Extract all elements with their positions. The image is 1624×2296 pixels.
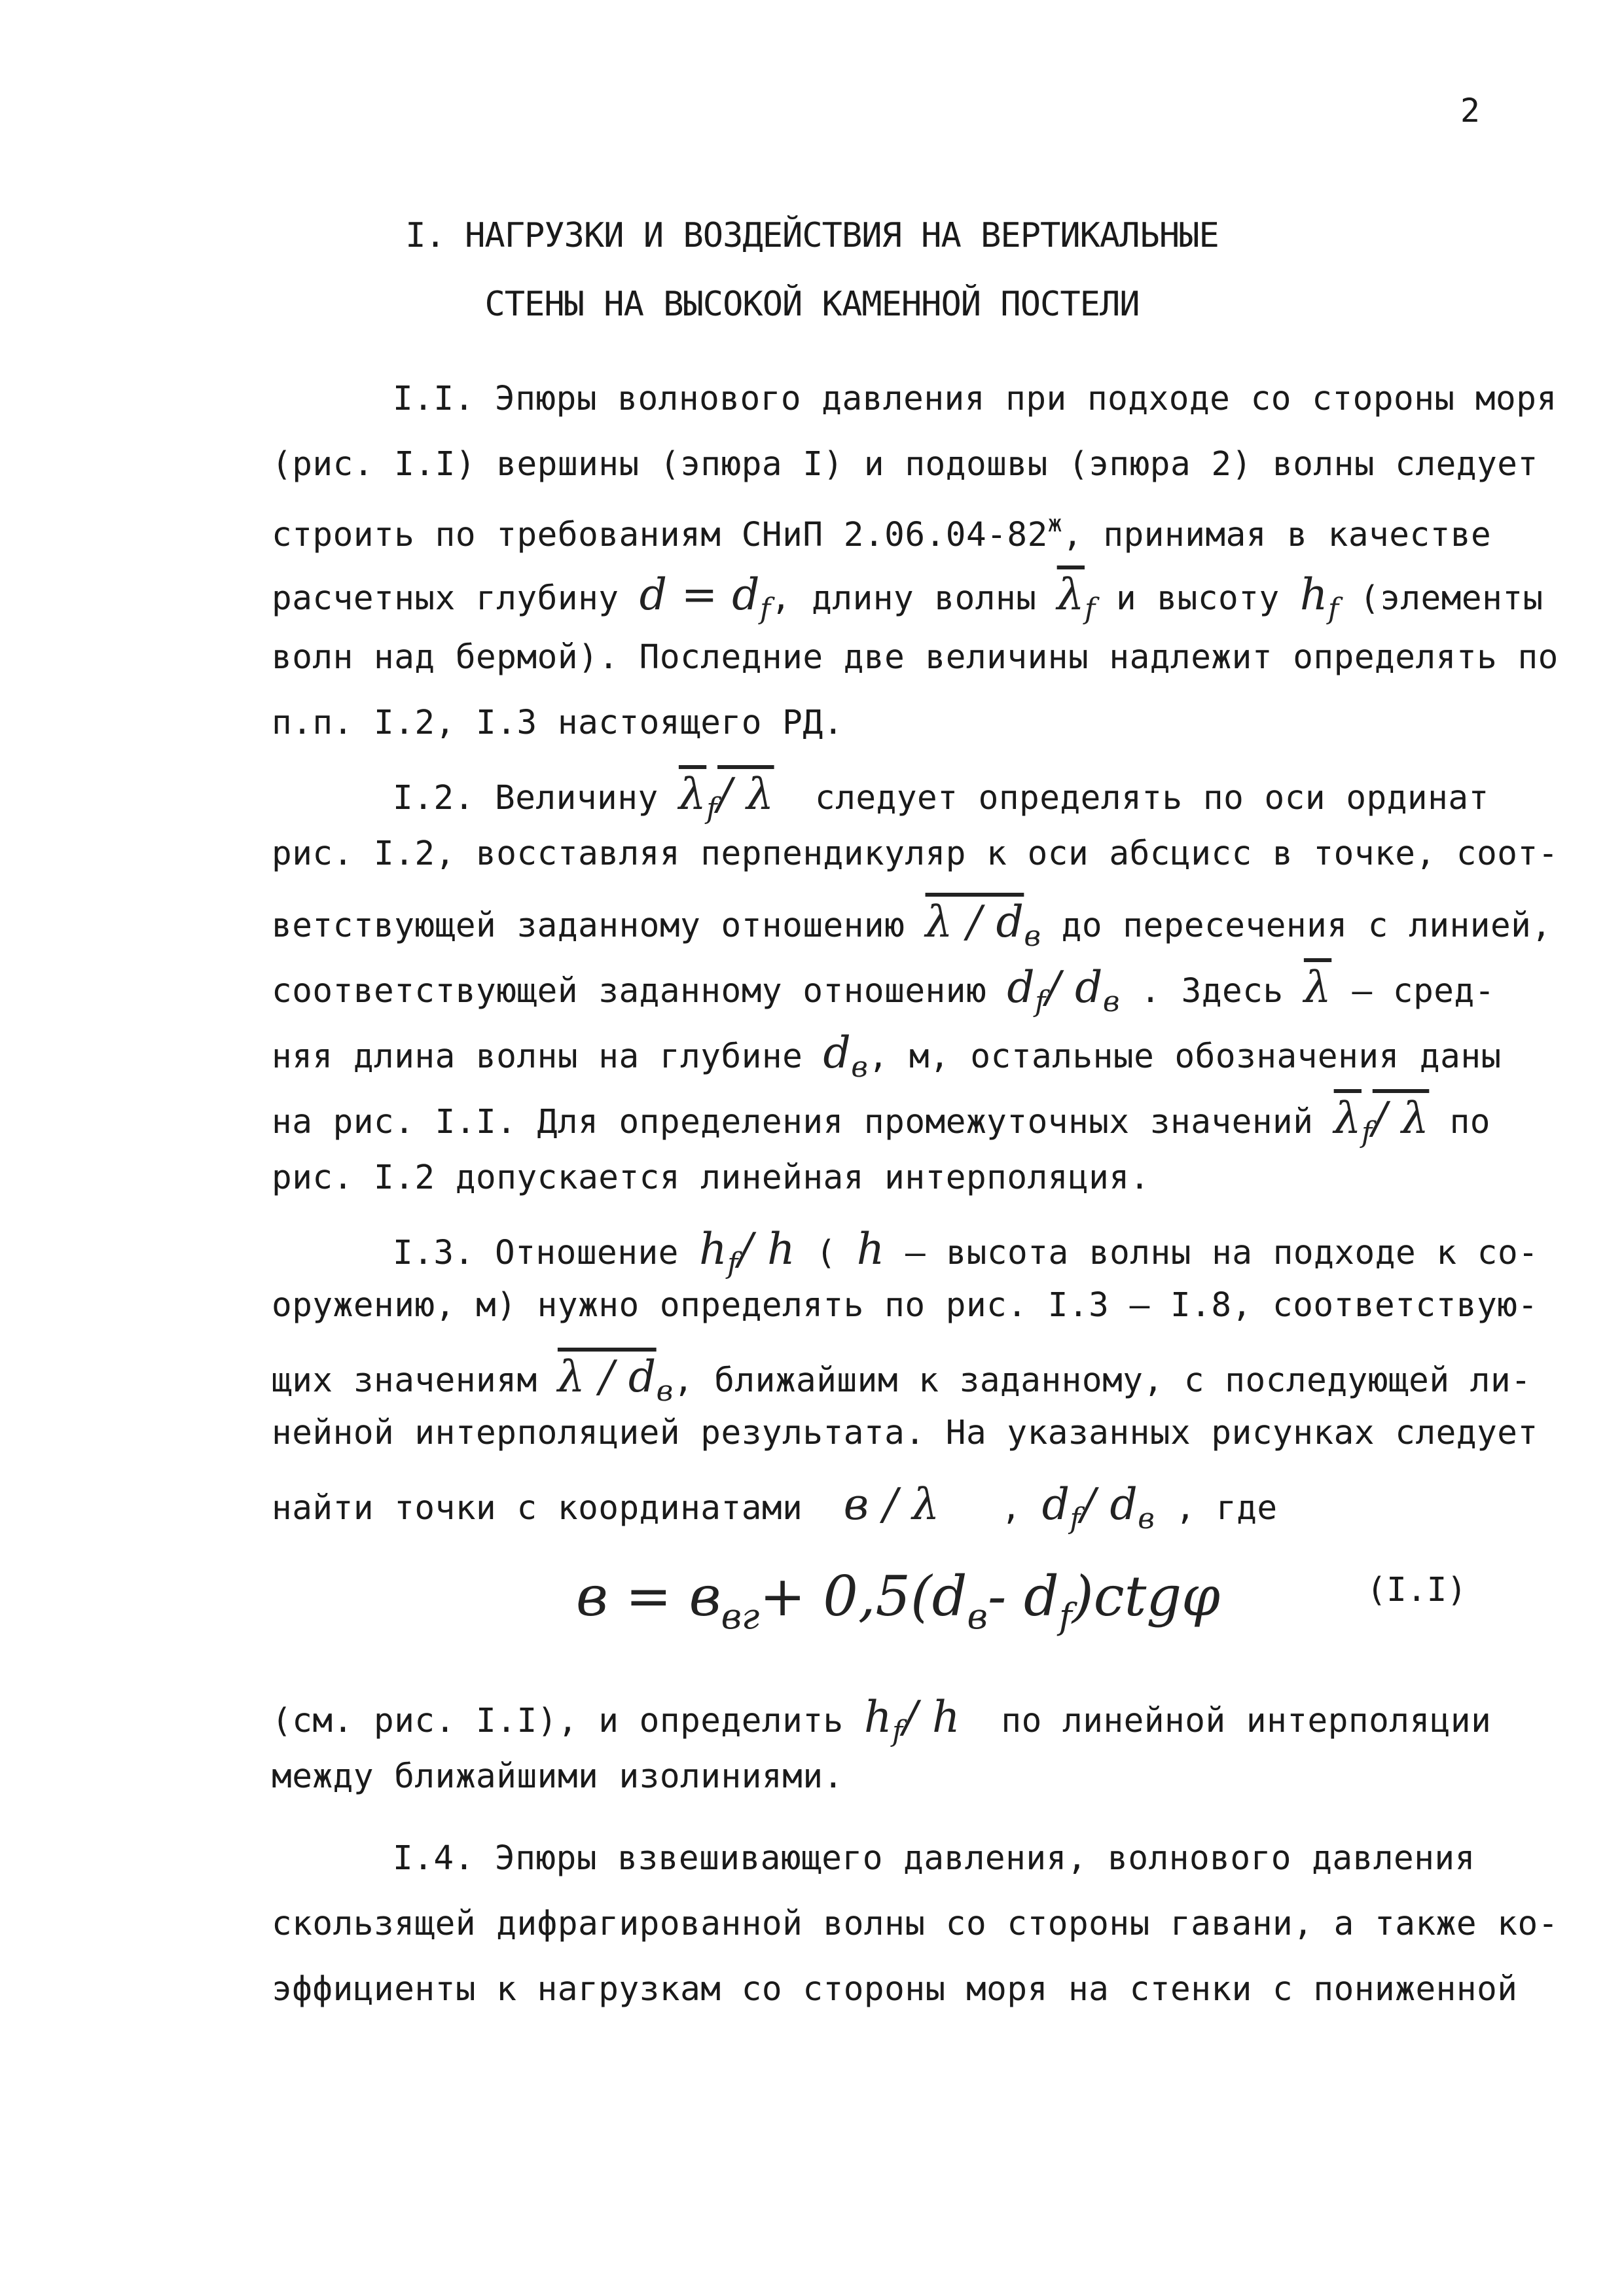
formula-subscript: f bbox=[1362, 1116, 1373, 1149]
paragraph-1-3-line1 bbox=[393, 1224, 1538, 1280]
formula-part: h bbox=[1299, 569, 1328, 620]
paragraph-1-1-line5: волн над бермой). Последние две величины надлежит определять по bbox=[272, 638, 1559, 677]
formula-subscript: в bbox=[1024, 920, 1041, 953]
handwritten-formula bbox=[678, 769, 774, 825]
handwritten-formula bbox=[1041, 1479, 1155, 1535]
text-segment: щих значениям bbox=[272, 1361, 537, 1400]
formula-subscript: f bbox=[1327, 592, 1339, 626]
handwritten-formula bbox=[1304, 962, 1331, 1013]
formula-subscript: f bbox=[1058, 1596, 1072, 1637]
formula-subscript: f bbox=[1035, 985, 1046, 1018]
text-segment: расчетных глубину bbox=[272, 579, 619, 618]
formula-subscript: в bbox=[851, 1050, 869, 1084]
formula-part: / h bbox=[738, 1224, 796, 1274]
paragraph-1-2-line3 bbox=[272, 897, 1552, 953]
formula-part: )ctgφ bbox=[1072, 1564, 1220, 1628]
paragraph-1-1-line1: I.I. Эпюры волнового давления при подходе со стороны моря bbox=[393, 380, 1557, 418]
formula-part: h bbox=[863, 1692, 892, 1742]
formula-part: d = d bbox=[639, 569, 760, 620]
paragraph-1-4-line2: скользящей дифрагированной волны со стороны гавани, а также ко- bbox=[272, 1905, 1559, 1943]
text-segment: , bbox=[1001, 1489, 1022, 1528]
paragraph-1-2-line7: рис. I.2 допускается линейная интерполяция. bbox=[272, 1158, 1150, 1197]
text-segment: , длину волны bbox=[770, 579, 1037, 618]
paragraph-1-1-line6: п.п. I.2, I.3 настоящего РД. bbox=[272, 704, 844, 742]
handwritten-formula bbox=[1299, 569, 1339, 626]
formula-part: в / λ bbox=[843, 1479, 940, 1530]
handwritten-formula bbox=[1056, 569, 1096, 626]
text-segment: до пересечения с линией, bbox=[1061, 906, 1552, 945]
text-segment: ( bbox=[816, 1234, 837, 1272]
handwritten-formula bbox=[699, 1224, 796, 1280]
formula-part: d bbox=[1007, 962, 1036, 1013]
paragraph-1-3-line5 bbox=[272, 1479, 1278, 1535]
paragraph-1-1-line4 bbox=[272, 569, 1543, 626]
paragraph-1-3-line7: между ближайшими изолиниями. bbox=[272, 1757, 844, 1796]
text-segment: – сред- bbox=[1352, 972, 1495, 1011]
paragraph-1-1-line3 bbox=[272, 511, 1491, 554]
superscript: ж bbox=[1047, 511, 1062, 537]
handwritten-formula bbox=[857, 1224, 885, 1274]
paragraph-1-3-line6 bbox=[272, 1692, 1491, 1748]
formula-part: / h bbox=[903, 1692, 960, 1742]
equation-number: (I.I) bbox=[1366, 1571, 1467, 1609]
formula-part: d bbox=[823, 1028, 852, 1078]
handwritten-formula bbox=[639, 569, 771, 626]
paragraph-1-4-line1: I.4. Эпюры взвешивающего давления, волнового давления bbox=[393, 1839, 1475, 1878]
formula-subscript: вг bbox=[721, 1596, 760, 1637]
formula-part: $\overline{\lambda}$ bbox=[1333, 1093, 1362, 1143]
text-segment: соответствующей заданному отношению bbox=[272, 972, 987, 1011]
handwritten-formula bbox=[557, 1352, 674, 1408]
formula-part: h bbox=[856, 1224, 885, 1274]
text-segment: , принимая в качестве bbox=[1062, 516, 1492, 554]
paragraph-1-3-line2: оружению, м) нужно определять по рис. I.3 – I.8, соответствую- bbox=[272, 1286, 1538, 1325]
formula-part: - d bbox=[987, 1564, 1059, 1628]
handwritten-formula bbox=[1333, 1093, 1430, 1149]
text-segment: (см. рис. I.I), и определить bbox=[272, 1702, 844, 1740]
formula-1-1 bbox=[576, 1564, 1220, 1637]
formula-subscript: в bbox=[1138, 1502, 1155, 1535]
formula-part: / d bbox=[1081, 1479, 1138, 1530]
formula-part: $\overline{\lambda}$ bbox=[678, 769, 707, 819]
formula-part: / λ bbox=[1372, 1093, 1430, 1143]
formula-part: / λ bbox=[717, 769, 774, 819]
handwritten-formula bbox=[1007, 962, 1121, 1018]
handwritten-formula bbox=[863, 1692, 960, 1748]
text-segment: (элементы bbox=[1359, 579, 1543, 618]
paragraph-1-4-line3: эффициенты к нагрузкам со стороны моря на стенки с пониженной bbox=[272, 1970, 1518, 2009]
paragraph-1-2-line1 bbox=[393, 769, 1489, 825]
handwritten-formula bbox=[925, 897, 1041, 953]
text-segment: – высота волны на подходе к со- bbox=[905, 1234, 1539, 1272]
paragraph-1-3-line3 bbox=[272, 1352, 1531, 1408]
formula-part: λ / d bbox=[557, 1352, 657, 1402]
formula-subscript: f bbox=[706, 792, 718, 825]
paragraph-1-2-line5 bbox=[272, 1028, 1502, 1084]
formula-part: h bbox=[699, 1224, 728, 1274]
text-segment: , где bbox=[1175, 1489, 1278, 1528]
paragraph-1-1-line2: (рис. I.I) вершины (эпюра I) и подошвы (эпюра 2) волны следует bbox=[272, 445, 1538, 484]
formula-subscript: f bbox=[759, 592, 771, 626]
handwritten-formula bbox=[823, 1028, 869, 1084]
text-segment: . Здесь bbox=[1140, 972, 1284, 1011]
formula-subscript: в bbox=[967, 1596, 988, 1637]
formula-part: λ / d bbox=[925, 897, 1024, 947]
text-segment: найти точки с координатами bbox=[272, 1489, 803, 1528]
paragraph-1-2-line2: рис. I.2, восставляя перпендикуляр к оси абсцисс в точке, соот- bbox=[272, 834, 1559, 873]
formula-part: в = в bbox=[576, 1564, 721, 1628]
formula-part: $\overline{\lambda}$ bbox=[1056, 569, 1085, 620]
page-number: 2 bbox=[1460, 92, 1480, 130]
formula-part: + 0,5(d bbox=[759, 1564, 967, 1628]
formula-subscript: f bbox=[727, 1247, 738, 1280]
text-segment: и высоту bbox=[1116, 579, 1280, 618]
text-segment: няя длина волны на глубине bbox=[272, 1037, 803, 1076]
formula-subscript: f bbox=[1085, 592, 1096, 626]
formula-subscript: в bbox=[1102, 985, 1121, 1018]
formula-part: d bbox=[1041, 1479, 1070, 1530]
text-segment: ветствующей заданному отношению bbox=[272, 906, 905, 945]
formula-part: / d bbox=[1045, 962, 1103, 1013]
text-segment: , ближайшим к заданному, с последующей ли- bbox=[673, 1361, 1532, 1400]
text-segment: по линейной интерполяции bbox=[1001, 1702, 1492, 1740]
text-segment: на рис. I.I. Для определения промежуточных значений bbox=[272, 1103, 1314, 1141]
text-segment: , м, остальные обозначения даны bbox=[868, 1037, 1502, 1076]
section-heading-line1: I. НАГРУЗКИ И ВОЗДЕЙСТВИЯ НА ВЕРТИКАЛЬНЫЕ bbox=[405, 216, 1219, 255]
text-segment: по bbox=[1449, 1103, 1490, 1141]
formula-subscript: f bbox=[1070, 1502, 1081, 1535]
text-segment: I.3. Отношение bbox=[393, 1234, 679, 1272]
handwritten-formula bbox=[844, 1479, 940, 1530]
formula-subscript: f bbox=[892, 1715, 903, 1748]
formula-part: $\overline{\lambda}$ bbox=[1303, 962, 1332, 1013]
text-segment: I.2. Величину bbox=[393, 779, 659, 817]
text-segment: строить по требованиям СНиП 2.06.04-82 bbox=[272, 516, 1048, 554]
formula-subscript: в bbox=[656, 1374, 674, 1408]
paragraph-1-2-line6 bbox=[272, 1093, 1490, 1149]
section-heading-line2: СТЕНЫ НА ВЫСОКОЙ КАМЕННОЙ ПОСТЕЛИ bbox=[484, 285, 1140, 324]
paragraph-1-3-line4: нейной интерполяцией результата. На указанных рисунках следует bbox=[272, 1414, 1538, 1452]
paragraph-1-2-line4 bbox=[272, 962, 1495, 1018]
text-segment: следует определять по оси ординат bbox=[815, 779, 1489, 817]
